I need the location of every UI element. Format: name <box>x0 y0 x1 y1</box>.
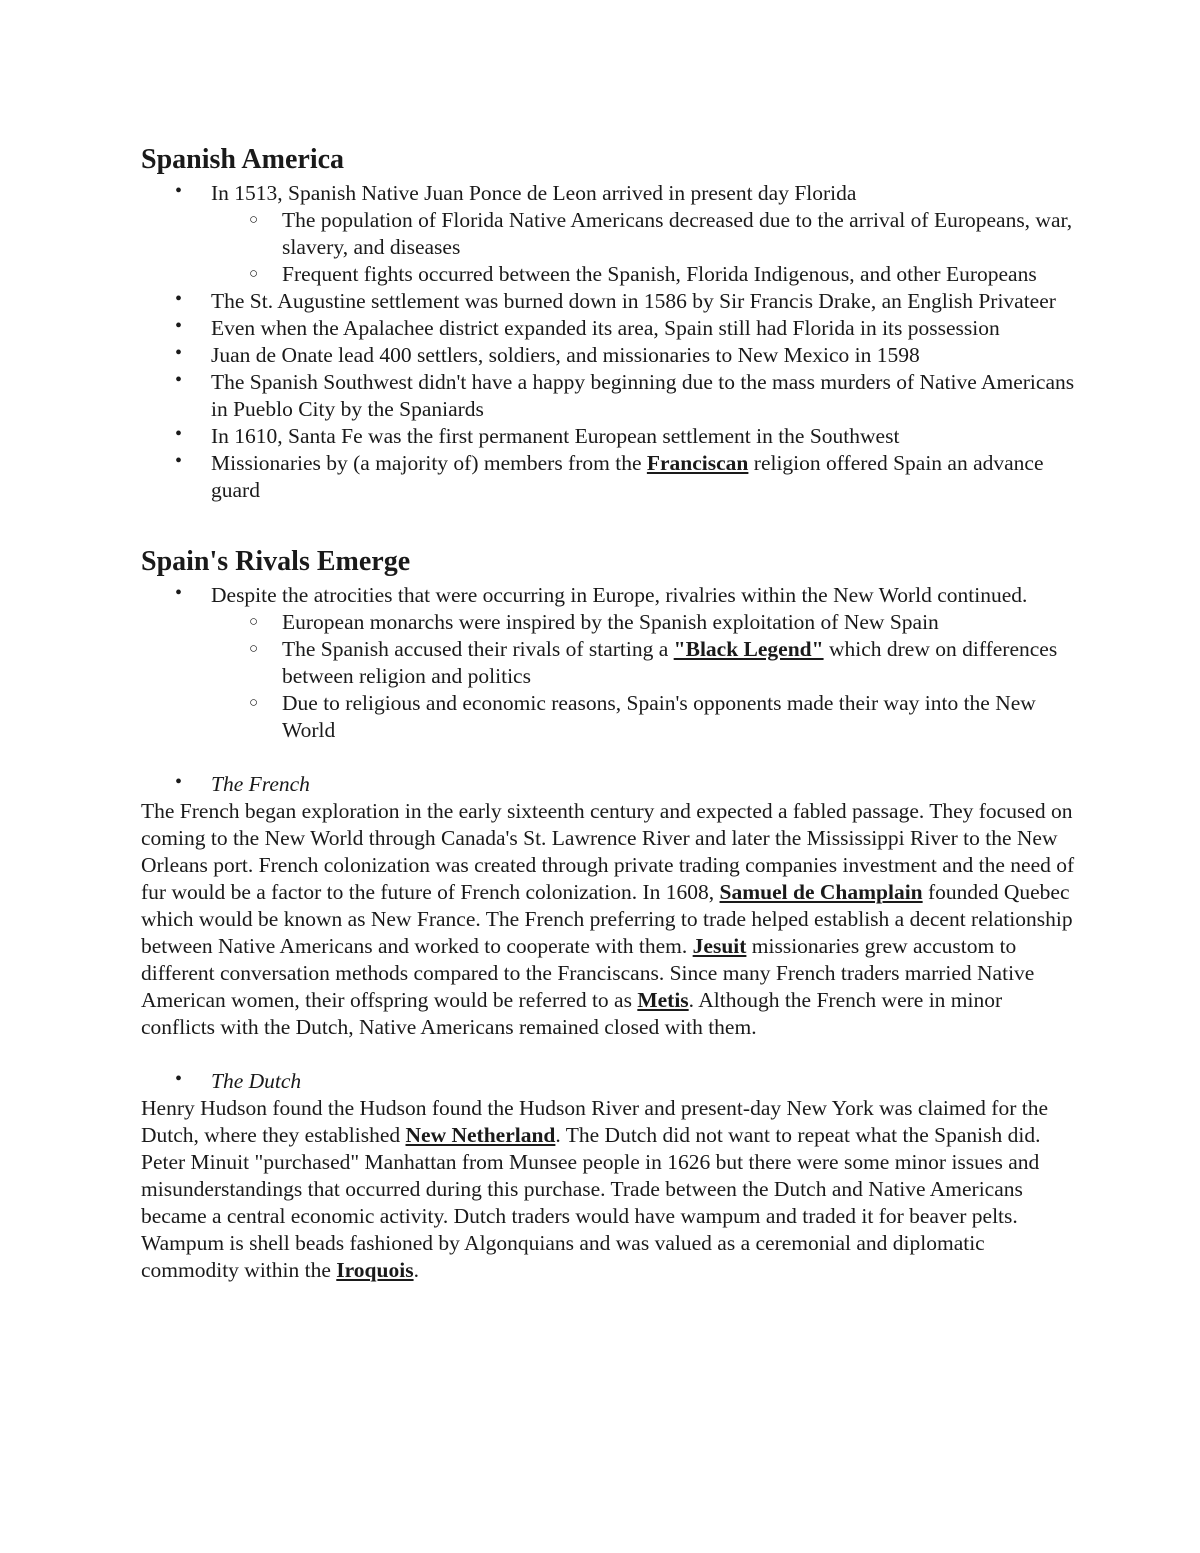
paragraph-text: . <box>413 1258 419 1282</box>
list-item-text: The Spanish accused their rivals of starting a <box>282 637 674 661</box>
list-item <box>141 180 1081 207</box>
list-item <box>141 288 1081 315</box>
spacer <box>141 504 1081 542</box>
hollow-bullet-icon: ○ <box>249 695 259 711</box>
list-item-text: In 1610, Santa Fe was the first permanent European settlement in the Southwest <box>211 424 900 448</box>
list-item-text: The St. Augustine settlement was burned down in 1586 by Sir Francis Drake, an English Privateer <box>211 289 1056 313</box>
bullet-icon: • <box>175 423 183 445</box>
bullet-list-rivals <box>141 582 1081 744</box>
list-item <box>141 609 1081 636</box>
hollow-bullet-icon: ○ <box>249 641 259 657</box>
bullet-icon: • <box>175 582 183 604</box>
bullet-icon: • <box>175 342 183 364</box>
bullet-icon: • <box>175 369 183 391</box>
bullet-list-spanish-america <box>141 180 1081 504</box>
list-item <box>141 423 1081 450</box>
list-item-text: Due to religious and economic reasons, Spain's opponents made their way into the New World <box>282 691 1036 742</box>
bullet-icon: • <box>175 1068 183 1090</box>
key-term-new-netherland: New Netherland <box>405 1123 556 1147</box>
list-item-text: Juan de Onate lead 400 settlers, soldiers, and missionaries to New Mexico in 1598 <box>211 343 920 367</box>
paragraph-text: missionaries grew accustom to different conversation methods compared to the Franciscans. Since many French traders married Native American women, their offspring would be referred to as <box>141 934 1035 1012</box>
list-item <box>141 582 1081 609</box>
hollow-bullet-icon: ○ <box>249 614 259 630</box>
list-item-text: In 1513, Spanish Native Juan Ponce de Leon arrived in present day Florida <box>211 181 857 205</box>
list-item-text: Even when the Apalachee district expanded its area, Spain still had Florida in its possession <box>211 316 1000 340</box>
list-item <box>141 369 1081 423</box>
list-item <box>141 342 1081 369</box>
list-item <box>141 450 1081 504</box>
bullet-icon: • <box>175 288 183 310</box>
bullet-icon: • <box>175 315 183 337</box>
list-item-text: The Spanish Southwest didn't have a happy beginning due to the mass murders of Native Americans in Pueblo City by the Spaniards <box>211 370 1075 421</box>
spacer <box>141 1041 1081 1068</box>
list-item-text: which drew on differences between religion and politics <box>282 637 1058 688</box>
subsection-dutch-title-list <box>141 1068 1081 1095</box>
list-item <box>141 771 1081 798</box>
hollow-bullet-icon: ○ <box>249 266 259 282</box>
hollow-bullet-icon: ○ <box>249 212 259 228</box>
list-item-text: religion offered Spain an advance guard <box>211 451 1044 502</box>
list-item-text: European monarchs were inspired by the Spanish exploitation of New Spain <box>282 610 939 634</box>
paragraph-text: . Although the French were in minor conflicts with the Dutch, Native Americans remained closed with them. <box>141 988 1003 1039</box>
list-item <box>141 315 1081 342</box>
key-term-iroquois: Iroquois <box>336 1258 414 1282</box>
list-item <box>141 261 1081 288</box>
key-term-samuel-de-champlain: Samuel de Champlain <box>719 880 923 904</box>
heading-spains-rivals-emerge: Spain's Rivals Emerge <box>141 546 411 577</box>
subsection-french-title-list <box>141 771 1081 798</box>
paragraph-text: The French began exploration in the early sixteenth century and expected a fabled passage. They focused on coming to the New World through Canada's St. Lawrence River and later the Mississippi River to the New Orleans port. French colonization was created through private trading companies investment and the need of fur would be a factor to the future of French colonization. In 1608, <box>141 799 1075 904</box>
paragraph-text: . The Dutch did not want to repeat what the Spanish did. Peter Minuit "purchased" Manhattan from Munsee people in 1626 but there were some minor issues and misunderstandings that occurred during this purchase. Trade between the Dutch and Native Americans became a central economic activity. Dutch traders would have wampum and traded it for beaver pelts. Wampum is shell beads fashioned by Algonquians and was valued as a ceremonial and diplomatic commodity within the <box>141 1123 1041 1282</box>
key-term-jesuit: Jesuit <box>692 934 747 958</box>
bullet-icon: • <box>175 450 183 472</box>
paragraph-dutch <box>141 1095 1081 1284</box>
list-item <box>141 636 1081 690</box>
list-item-text: The population of Florida Native Americans decreased due to the arrival of Europeans, war, slavery, and diseases <box>282 208 1073 259</box>
key-term-franciscan: Franciscan <box>646 451 749 475</box>
subsection-title-dutch: The Dutch <box>211 1069 302 1093</box>
key-term-black-legend: "Black Legend" <box>673 637 824 661</box>
key-term-metis: Metis <box>637 988 689 1012</box>
document-body <box>141 140 1081 1284</box>
bullet-icon: • <box>175 771 183 793</box>
paragraph-text: founded Quebec which would be known as New France. The French preferring to trade helped establish a decent relationship between Native Americans and worked to cooperate with them. <box>141 880 1073 958</box>
heading-spanish-america: Spanish America <box>141 144 345 175</box>
list-item-text: Frequent fights occurred between the Spanish, Florida Indigenous, and other Europeans <box>282 262 1037 286</box>
list-item <box>141 207 1081 261</box>
list-item <box>141 690 1081 744</box>
bullet-icon: • <box>175 180 183 202</box>
paragraph-french <box>141 798 1081 1041</box>
subsection-title-french: The French <box>211 772 310 796</box>
list-item-text: Despite the atrocities that were occurring in Europe, rivalries within the New World continued. <box>211 583 1028 607</box>
spacer <box>141 744 1081 771</box>
list-item-text: Missionaries by (a majority of) members from the <box>211 451 647 475</box>
paragraph-text: Henry Hudson found the Hudson found the Hudson River and present-day New York was claimed for the Dutch, where they established <box>141 1096 1049 1147</box>
list-item <box>141 1068 1081 1095</box>
